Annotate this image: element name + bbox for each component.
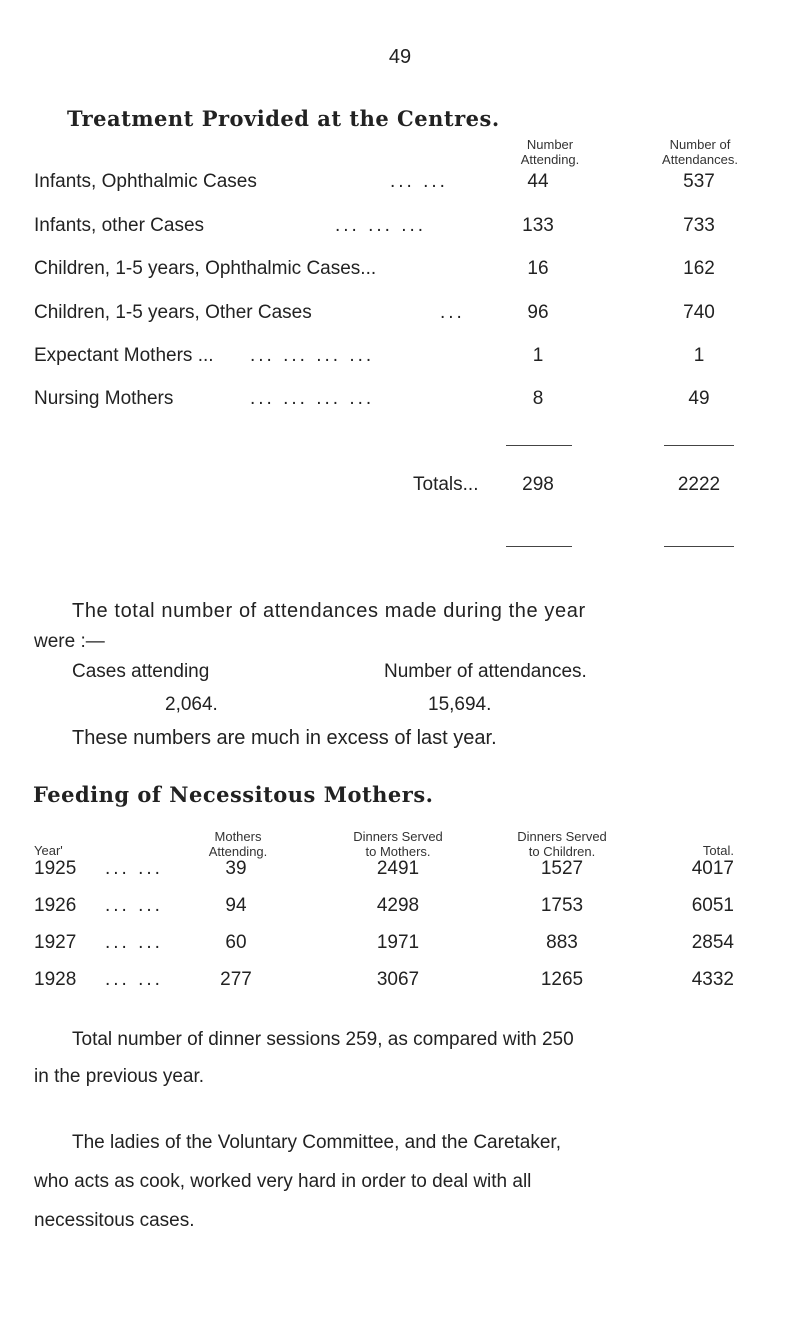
summary-line2: were :— xyxy=(34,631,105,652)
total-rule-top xyxy=(506,445,572,446)
treatment-row-attending: 96 xyxy=(527,302,549,323)
col-attendances-header-line2: Attendances. xyxy=(662,152,738,167)
feeding-row-mothers: 39 xyxy=(225,858,247,879)
totals-label: Totals... xyxy=(413,474,479,495)
leader-dots: ... ... xyxy=(105,895,163,916)
closing-p1-line1: Total number of dinner sessions 259, as compared with 250 xyxy=(72,1029,574,1050)
feeding-row-dinners-children: 1265 xyxy=(540,969,584,990)
feeding-header-dinners-mothers-line1: Dinners Served xyxy=(353,829,443,844)
feeding-row-total: 4332 xyxy=(691,969,734,990)
leader-dots: ... ... ... ... xyxy=(250,388,375,409)
feeding-row-total: 6051 xyxy=(691,895,734,916)
feeding-header-year: Year' xyxy=(34,843,63,858)
col-attending-header xyxy=(500,137,600,167)
feeding-header-mothers-line2: Attending. xyxy=(208,844,268,859)
treatment-row-attendances: 537 xyxy=(683,171,715,192)
treatment-row-attending: 8 xyxy=(532,388,544,409)
treatment-row-attending: 16 xyxy=(527,258,549,279)
col-attendances-header xyxy=(640,137,760,167)
leader-dots: ... ... xyxy=(105,969,163,990)
treatment-row-attendances: 740 xyxy=(683,302,715,323)
treatment-row-attending: 44 xyxy=(527,171,549,192)
feeding-header-dinners-children-line1: Dinners Served xyxy=(517,829,607,844)
feeding-row-dinners-mothers: 4298 xyxy=(376,895,420,916)
feeding-row-dinners-mothers: 2491 xyxy=(376,858,420,879)
treatment-row-attendances: 1 xyxy=(693,345,705,366)
summary-note: These numbers are much in excess of last year. xyxy=(72,727,497,749)
feeding-row-dinners-mothers: 3067 xyxy=(376,969,420,990)
closing-p2-line2: who acts as cook, worked very hard in order to deal with all xyxy=(34,1171,532,1192)
summary-col1-label: Cases attending xyxy=(72,661,210,682)
treatment-row-attendances: 162 xyxy=(683,258,715,279)
treatment-row-label: Infants, Ophthalmic Cases xyxy=(34,171,257,192)
leader-dots: ... ... ... ... xyxy=(250,345,375,366)
feeding-row-dinners-children: 1527 xyxy=(540,858,584,879)
col-attending-header-line2: Attending. xyxy=(520,152,580,167)
feeding-row-dinners-mothers: 1971 xyxy=(376,932,420,953)
treatment-row-label: Infants, other Cases xyxy=(34,215,205,236)
feeding-row-dinners-children: 883 xyxy=(546,932,578,953)
summary-line1: The total number of attendances made during the year xyxy=(72,600,586,622)
summary-col2-value: 15,694. xyxy=(428,694,492,715)
feeding-header-dinners-mothers-line2: to Mothers. xyxy=(365,844,431,859)
treatment-row-attendances: 733 xyxy=(683,215,715,236)
closing-p1-line2: in the previous year. xyxy=(34,1066,205,1087)
feeding-row-mothers: 60 xyxy=(225,932,247,953)
leader-dots: ... ... ... xyxy=(335,215,427,236)
page-number: 49 xyxy=(388,46,412,68)
feeding-row-year: 1926 xyxy=(34,895,77,916)
treatment-row-attendances: 49 xyxy=(688,388,710,409)
feeding-header-dinners-children xyxy=(497,829,627,859)
col-attending-header-line1: Number xyxy=(526,137,574,152)
total-attending: 298 xyxy=(522,474,554,495)
closing-p2-line3: necessitous cases. xyxy=(34,1210,195,1231)
total-rule-bottom xyxy=(664,546,734,547)
feeding-row-year: 1925 xyxy=(34,858,77,879)
feeding-row-mothers: 94 xyxy=(225,895,247,916)
feeding-header-dinners-children-line2: to Children. xyxy=(528,844,596,859)
feeding-row-year: 1928 xyxy=(34,969,77,990)
feeding-header-mothers-line1: Mothers xyxy=(214,829,262,844)
feeding-header-dinners-mothers xyxy=(333,829,463,859)
total-rule-bottom xyxy=(506,546,572,547)
feeding-header-mothers xyxy=(183,829,293,859)
feeding-title: Feeding of Necessitous Mothers. xyxy=(33,782,434,807)
feeding-row-total: 4017 xyxy=(691,858,734,879)
treatment-row-label: Expectant Mothers ... xyxy=(34,345,214,366)
feeding-row-year: 1927 xyxy=(34,932,77,953)
treatment-row-attending: 1 xyxy=(532,345,544,366)
total-attendances: 2222 xyxy=(677,474,721,495)
treatment-row-attending: 133 xyxy=(522,215,554,236)
col-attendances-header-line1: Number of xyxy=(669,137,731,152)
feeding-header-total: Total. xyxy=(702,843,734,858)
leader-dots: ... xyxy=(440,302,465,323)
leader-dots: ... ... xyxy=(105,858,163,879)
total-rule-top xyxy=(664,445,734,446)
summary-col1-value: 2,064. xyxy=(165,694,218,715)
treatment-row-label: Children, 1-5 years, Other Cases xyxy=(34,302,312,323)
feeding-row-total: 2854 xyxy=(691,932,734,953)
feeding-row-mothers: 277 xyxy=(220,969,252,990)
treatment-row-label: Children, 1-5 years, Ophthalmic Cases... xyxy=(34,258,377,279)
treatment-row-label: Nursing Mothers xyxy=(34,388,174,409)
closing-p2-line1: The ladies of the Voluntary Committee, and the Caretaker, xyxy=(72,1132,561,1153)
leader-dots: ... ... xyxy=(390,171,448,192)
feeding-row-dinners-children: 1753 xyxy=(540,895,584,916)
treatment-title: Treatment Provided at the Centres. xyxy=(67,106,500,131)
leader-dots: ... ... xyxy=(105,932,163,953)
summary-col2-label: Number of attendances. xyxy=(384,661,587,682)
